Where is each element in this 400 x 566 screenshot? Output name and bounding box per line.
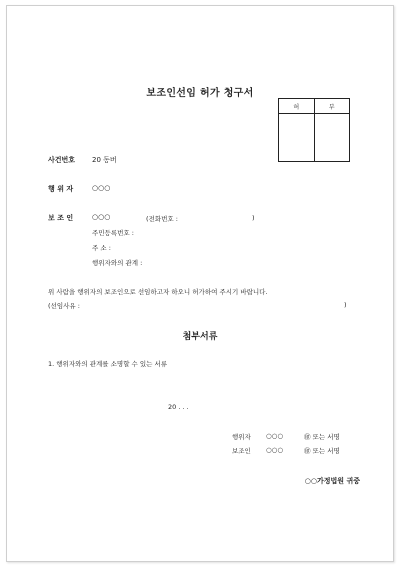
assistant-name: ○○○ — [92, 213, 111, 221]
approval-cell-deny — [314, 114, 350, 162]
phone-label: (전화번호 : — [146, 215, 178, 223]
address-label: 주 소 : — [92, 244, 111, 252]
offender-label: 행 위 자 — [48, 185, 74, 193]
approval-col-deny: 부 — [314, 99, 350, 114]
relation-label: 행위자와의 관계 : — [92, 259, 143, 267]
approval-table — [278, 98, 350, 162]
signature-offender-seal: ㊞ 또는 서명 — [304, 433, 340, 441]
signature-assistant-name: ○○○ — [266, 446, 284, 454]
document-title: 보조인선임 허가 청구서 — [146, 88, 254, 99]
attachments-heading: 첨부서류 — [182, 332, 218, 342]
court-recipient: ○○가정법원 귀중 — [304, 477, 360, 485]
attachment-item: 1. 행위자와의 관계를 소명할 수 있는 서류 — [48, 360, 168, 368]
signature-assistant-seal: ㊞ 또는 서명 — [304, 447, 340, 455]
assistant-label: 보 조 인 — [48, 214, 74, 222]
rrn-label: 주민등록번호 : — [92, 229, 134, 237]
case-number-value: 20 동버 — [92, 156, 117, 164]
offender-name: ○○○ — [92, 184, 111, 192]
reason-close: ) — [344, 301, 347, 309]
phone-close: ) — [252, 214, 255, 222]
approval-cell-permit — [279, 114, 315, 162]
approval-col-permit: 허 — [279, 99, 315, 114]
case-number-label: 사건번호 — [48, 156, 76, 164]
date-line: 20 . . . — [168, 403, 189, 411]
reason-label: (선임사유 : — [48, 302, 80, 310]
request-sentence: 위 사람을 행위자의 보조인으로 선임하고자 하오니 허가하여 주시기 바랍니다. — [48, 288, 268, 296]
signature-offender-role: 행위자 — [232, 433, 251, 441]
signature-assistant-role: 보조인 — [232, 447, 251, 455]
signature-offender-name: ○○○ — [266, 432, 284, 440]
